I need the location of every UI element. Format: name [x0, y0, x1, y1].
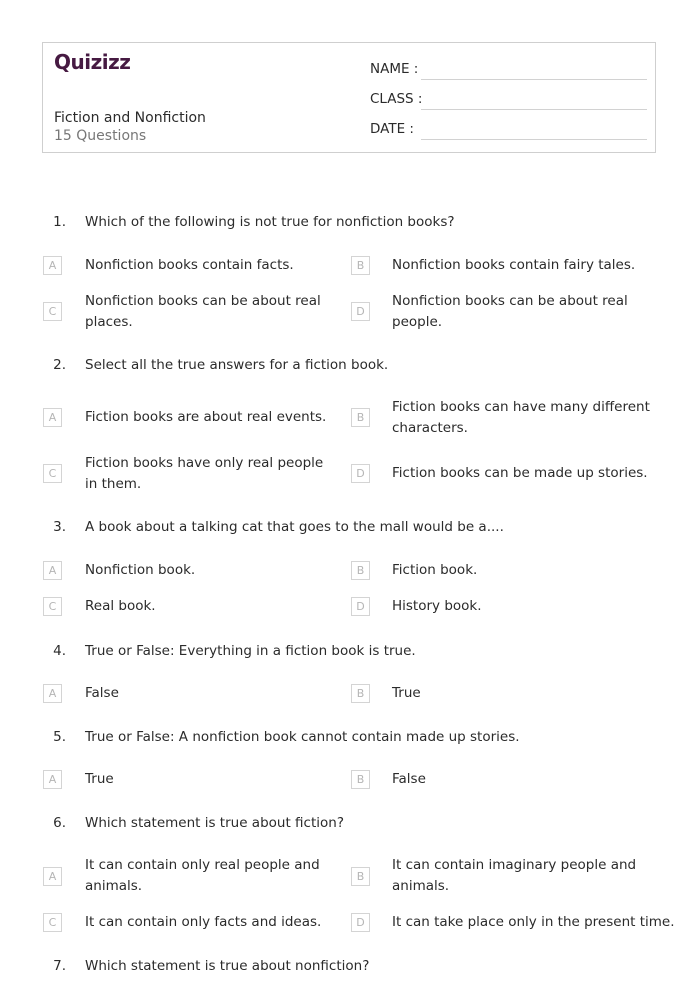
option-letter-box: C	[43, 302, 62, 321]
option-text: Nonfiction books can be about real people.	[392, 293, 628, 330]
option-text: Nonfiction books contain facts.	[85, 257, 294, 273]
option-text: Fiction book.	[392, 562, 478, 578]
option-letter-box: B	[351, 770, 370, 789]
worksheet-title: Fiction and Nonfiction	[54, 110, 206, 126]
option-letter-box: D	[351, 597, 370, 616]
option-letter-box: B	[351, 684, 370, 703]
worksheet-header	[42, 42, 656, 153]
option-text: Fiction books have only real people in them.	[85, 455, 324, 492]
option-text: Fiction books are about real events.	[85, 409, 327, 425]
question-text: True or False: A nonfiction book cannot contain made up stories.	[85, 729, 520, 745]
option-letter-box: C	[43, 597, 62, 616]
option-letter-box: B	[351, 256, 370, 275]
question-text: Which of the following is not true for nonfiction books?	[85, 214, 455, 230]
question-number: 2.	[53, 357, 66, 373]
date-line	[421, 139, 647, 140]
option-text: History book.	[392, 598, 482, 614]
option-text: It can take place only in the present time.	[392, 914, 675, 930]
option-letter-box: D	[351, 302, 370, 321]
class-label: CLASS :	[370, 91, 423, 107]
option-text: Fiction books can have many different characters.	[392, 399, 650, 436]
option-letter-box: D	[351, 913, 370, 932]
option-letter-box: B	[351, 561, 370, 580]
question-number: 1.	[53, 214, 66, 230]
option-letter-box: B	[351, 867, 370, 886]
option-letter-box: B	[351, 408, 370, 427]
option-text: Real book.	[85, 598, 156, 614]
option-text: Nonfiction books contain fairy tales.	[392, 257, 636, 273]
question-number: 7.	[53, 958, 66, 974]
question-text: Which statement is true about fiction?	[85, 815, 344, 831]
question-number: 5.	[53, 729, 66, 745]
option-letter-box: A	[43, 770, 62, 789]
date-label: DATE :	[370, 121, 414, 137]
option-text: It can contain only real people and animals.	[85, 857, 320, 894]
option-letter-box: A	[43, 684, 62, 703]
question-count: 15 Questions	[54, 128, 147, 144]
option-text: Nonfiction book.	[85, 562, 196, 578]
option-text: It can contain imaginary people and animals.	[392, 857, 637, 894]
option-text: True	[392, 685, 421, 701]
option-letter-box: A	[43, 867, 62, 886]
option-letter-box: A	[43, 561, 62, 580]
option-text: Fiction books can be made up stories.	[392, 465, 648, 481]
option-letter-box: D	[351, 464, 370, 483]
option-letter-box: A	[43, 256, 62, 275]
question-number: 3.	[53, 519, 66, 535]
option-text: It can contain only facts and ideas.	[85, 914, 322, 930]
option-text: Nonfiction books can be about real places.	[85, 293, 321, 330]
question-number: 4.	[53, 643, 66, 659]
question-number: 6.	[53, 815, 66, 831]
quizizz-logo: Quizizz	[54, 50, 131, 74]
class-line	[421, 109, 647, 110]
option-letter-box: C	[43, 913, 62, 932]
option-letter-box: C	[43, 464, 62, 483]
question-text: A book about a talking cat that goes to the mall would be a....	[85, 519, 504, 535]
question-text: Select all the true answers for a fiction book.	[85, 357, 389, 373]
option-text: False	[392, 771, 426, 787]
name-label: NAME :	[370, 61, 419, 77]
option-text: True	[85, 771, 114, 787]
option-letter-box: A	[43, 408, 62, 427]
option-text: False	[85, 685, 119, 701]
question-text: Which statement is true about nonfiction?	[85, 958, 370, 974]
question-text: True or False: Everything in a fiction book is true.	[85, 643, 416, 659]
name-line	[421, 79, 647, 80]
